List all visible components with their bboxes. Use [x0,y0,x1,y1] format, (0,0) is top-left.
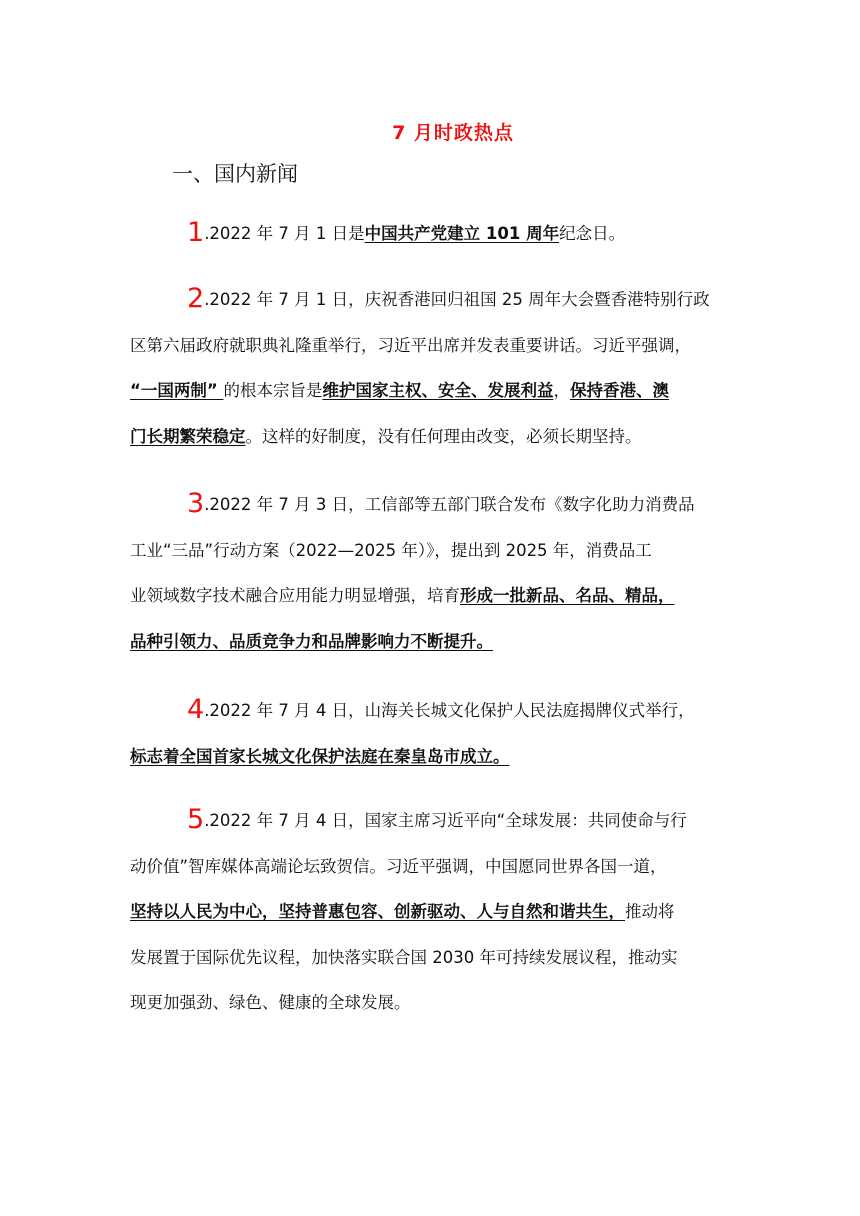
body-text: .2022 年 7 月 1 日，庆祝香港回归祖国 25 周年大会暨香港特别行政 [204,290,710,309]
body-text: 现更加强劲、绿色、健康的全球发展。 [130,993,411,1013]
section-heading: 一、国内新闻 [172,162,298,186]
item-line [130,687,730,734]
body-text: .2022 年 7 月 4 日，国家主席习近平向“全球发展：共同使命与行 [204,811,687,830]
item-number: 5 [187,804,205,835]
item-line [130,734,730,780]
item-number: 1 [187,217,205,248]
item-line [130,481,730,528]
news-item [130,687,730,779]
item-line [130,797,730,844]
body-text: ， [553,381,570,401]
item-line [130,414,730,460]
item-line [130,276,730,323]
item-line [130,368,730,414]
item-number: 3 [187,488,205,519]
emphasized-text: 坚持以人民为中心，坚持普惠包容、创新驱动、人与自然和谐共生， [130,902,625,922]
body-text: 的根本宗旨是 [223,381,323,401]
body-text: 业领域数字技术融合应用能力明显增强，培育 [130,586,460,606]
body-text: 工业“三品”行动方案（2022—2025 年）》，提出到 2025 年，消费品工 [130,540,652,560]
emphasized-text: 标志着全国首家长城文化保护法庭在秦皇岛市成立。 [130,746,510,766]
news-item [130,210,730,257]
item-line [130,573,730,619]
news-item [130,797,730,1026]
emphasized-text: “一国两制” [130,381,224,401]
item-line [130,889,730,935]
body-text: .2022 年 7 月 3 日，工信部等五部门联合发布《数字化助力消费品 [204,495,695,514]
item-line [130,210,730,257]
item-number: 2 [187,283,205,314]
body-text: .2022 年 7 月 1 日是 [204,224,365,243]
body-text: 动价值”智库媒体高端论坛致贺信。习近平强调，中国愿同世界各国一道， [130,856,667,876]
item-line [130,935,730,981]
item-line [130,528,730,574]
document-title: 7 月时政热点 [392,122,514,144]
emphasized-text: 形成一批新品、名品、精品， [460,586,675,606]
item-line [130,980,730,1026]
item-line [130,844,730,890]
news-item [130,481,730,664]
body-text: 发展置于国际优先议程，加快落实联合国 2030 年可持续发展议程，推动实 [130,947,678,967]
body-text: 推动将 [625,902,675,922]
emphasized-text: 门长期繁荣稳定 [130,426,246,446]
body-text: .2022 年 7 月 4 日，山海关长城文化保护人民法庭揭牌仪式举行， [204,701,695,720]
news-item [130,276,730,459]
item-line [130,619,730,665]
body-text: 区第六届政府就职典礼隆重举行，习近平出席并发表重要讲话。习近平强调， [130,335,691,355]
item-number: 4 [187,694,205,725]
emphasized-text: 品种引领力、品质竞争力和品牌影响力不断提升。 [130,631,493,651]
item-line [130,323,730,369]
emphasized-text: 维护国家主权、安全、发展利益 [322,381,554,401]
body-text: 。这样的好制度，没有任何理由改变，必须长期坚持。 [245,426,642,446]
body-text: 纪念日。 [559,224,626,243]
emphasized-text: 中国共产党建立 101 周年 [364,224,560,243]
emphasized-text: 保持香港、澳 [569,381,669,401]
